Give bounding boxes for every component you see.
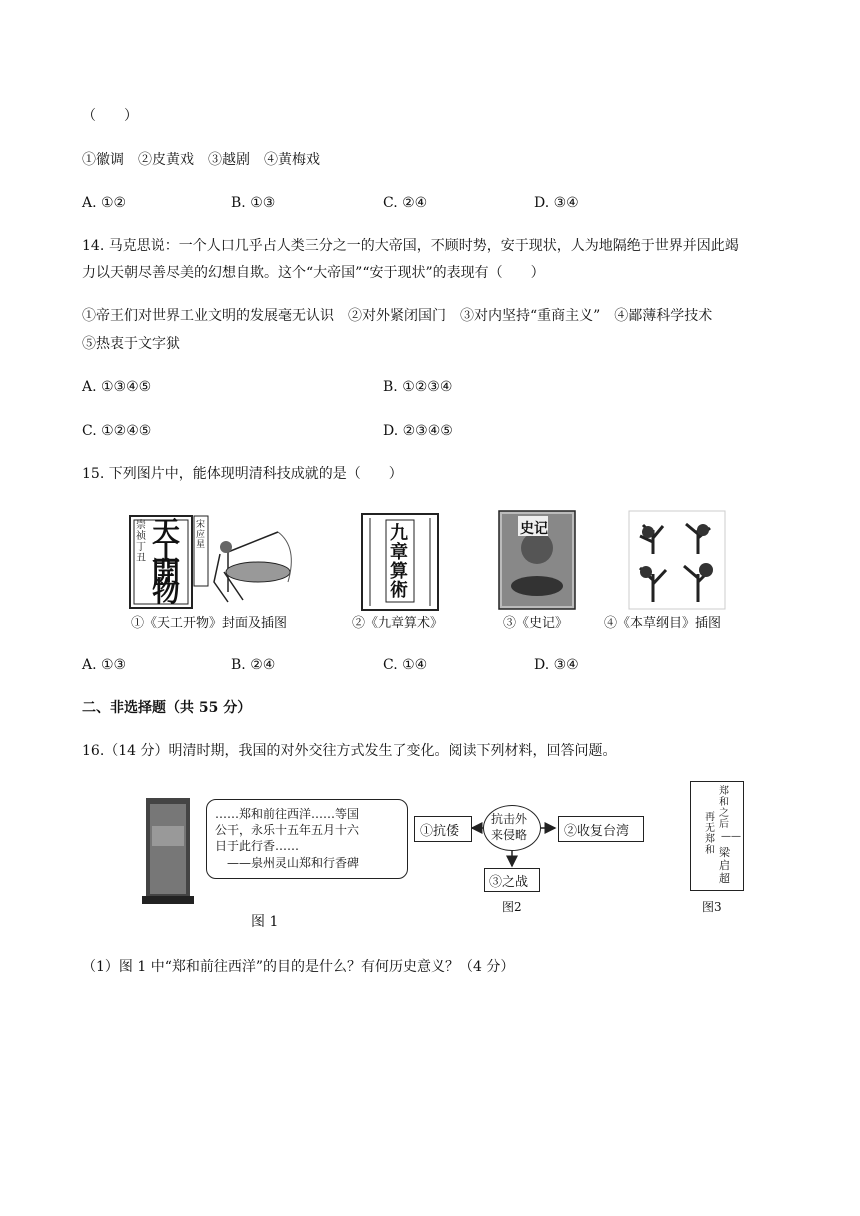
fig2-left-box xyxy=(414,816,472,842)
fig2-right-box xyxy=(558,816,644,842)
stele-inscription-box xyxy=(206,799,408,879)
caption-1: ①《天工开物》封面及插图 xyxy=(131,616,288,631)
q14-option-c: C. ①②④⑤ xyxy=(82,423,152,439)
q13-paren: （ ） xyxy=(82,108,138,124)
q13-option-a: A. ①② xyxy=(82,195,127,211)
fig2-left-label: ①抗倭 xyxy=(420,824,460,839)
caption-2: ②《九章算术》 xyxy=(352,616,444,631)
shiji-title: 史记 xyxy=(520,521,548,537)
jiuzhang-title: 九章算術 xyxy=(390,523,408,601)
fig3-author: 梁启超 xyxy=(719,846,730,885)
inscription-line-2: 公干，永乐十五年五月十六 xyxy=(215,823,360,837)
fig2-center-line2: 来侵略 xyxy=(491,828,528,842)
bencao-figure xyxy=(628,510,726,610)
q14-option-a: A. ①③④⑤ xyxy=(82,379,152,395)
inscription-line-3: 日于此行香…… xyxy=(215,839,300,853)
q15-option-a: A. ①③ xyxy=(82,657,127,673)
figure-1-caption: 图 1 xyxy=(251,914,279,930)
fig3-col-2: 再无郑和 xyxy=(705,812,715,856)
q13-option-b: B. ①③ xyxy=(231,195,276,211)
q13-option-d: D. ③④ xyxy=(534,195,579,211)
caption-3: ③《史记》 xyxy=(503,616,569,631)
q15-stem: 15. 下列图片中，能体现明清科技成就的是（ ） xyxy=(82,466,403,482)
fig2-right-label: ②收复台湾 xyxy=(564,824,630,839)
q15-option-c: C. ①④ xyxy=(383,657,428,673)
figure-3-caption: 图3 xyxy=(702,900,722,914)
q14-items-line1: ①帝王们对世界工业文明的发展毫无认识 ②对外紧闭国门 ③对内坚持“重商主义” ④鄙薄科学技术 xyxy=(82,308,713,324)
figure-2-caption: 图2 xyxy=(502,900,522,914)
q14-option-d: D. ②③④⑤ xyxy=(383,423,453,439)
inscription-source: ——泉州灵山郑和行香碑 xyxy=(227,856,360,870)
fig2-bottom-label: ③之战 xyxy=(489,875,529,890)
q15-option-b: B. ②④ xyxy=(231,657,276,673)
q14-items-line2: ⑤热衷于文字狱 xyxy=(82,336,180,352)
stele-image xyxy=(142,796,194,904)
q15-option-d: D. ③④ xyxy=(534,657,579,673)
inscription-line-1: ……郑和前往西洋……等国 xyxy=(215,807,360,821)
fig3-dash: —— xyxy=(721,831,741,842)
section-2-heading: 二、非选择题（共 55 分） xyxy=(82,700,252,716)
jiuzhang-figure xyxy=(360,512,440,612)
q14-option-b: B. ①②③④ xyxy=(383,379,453,395)
q16-sub1: （1）图 1 中“郑和前往西洋”的目的是什么？有何历史意义？（4 分） xyxy=(82,959,515,975)
fig2-center-line1: 抗击外 xyxy=(491,812,528,826)
tiangong-kaiwu-figure xyxy=(128,512,310,612)
q16-stem: 16.（14 分）明清时期，我国的对外交往方式发生了变化。阅读下列材料，回答问题。 xyxy=(82,743,617,759)
fig3-col-1: 郑和之后 xyxy=(719,786,729,830)
cover-side-text: 崇祯丁丑 xyxy=(136,520,146,564)
q13-items: ①徽调 ②皮黄戏 ③越剧 ④黄梅戏 xyxy=(82,152,320,168)
caption-4: ④《本草纲目》插图 xyxy=(604,616,722,631)
q14-stem-line1: 14. 马克思说：一个人口几乎占人类三分之一的大帝国，不顾时势，安于现状，人为地隔绝于世界并因此竭 xyxy=(82,238,739,254)
fig2-center-ellipse xyxy=(483,805,541,851)
cover-author: 宋应星 xyxy=(196,520,206,550)
q14-stem-line2: 力以天朝尽善尽美的幻想自欺。这个“大帝国”“安于现状”的表现有（ ） xyxy=(82,265,545,281)
shiji-figure xyxy=(498,510,576,610)
q13-option-c: C. ②④ xyxy=(383,195,428,211)
fig3-quote-box xyxy=(690,781,744,891)
cover-title: 天工開物 xyxy=(152,515,181,608)
fig2-bottom-box xyxy=(484,868,540,892)
